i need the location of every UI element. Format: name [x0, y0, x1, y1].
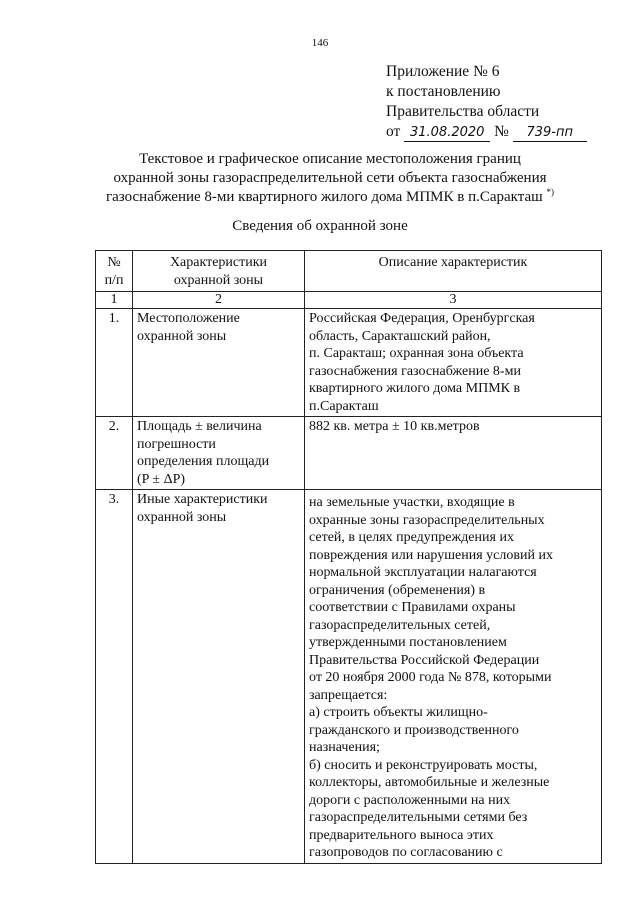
row-characteristic: [133, 309, 305, 417]
description-line: область, Саракташский район,: [309, 328, 491, 344]
description-line: газоснабжения газоснабжение 8-ми: [309, 363, 521, 379]
characteristic-line: охранной зоны: [137, 509, 227, 525]
row-number: 2.: [96, 417, 133, 490]
row-characteristic: [133, 417, 305, 490]
description-line: от 20 ноября 2000 года № 878, которыми: [309, 670, 552, 685]
characteristic-line: Иные характеристики: [137, 492, 268, 507]
description-line: Правительства Российской Федерации: [309, 652, 540, 668]
description-line: сетей, в целях предупреждения их: [309, 530, 514, 545]
handwritten-date: 31.08.2020: [404, 125, 490, 142]
characteristic-line: Местоположение: [137, 311, 240, 326]
appendix-block: [386, 62, 587, 142]
date-prefix: от: [386, 123, 401, 140]
column-index-1: 1: [96, 292, 133, 309]
description-line: п.Саракташ: [309, 398, 379, 414]
column-index-2: 2: [133, 292, 305, 309]
description-line: на земельные участки, входящие в: [309, 495, 515, 510]
header-name-line-1: Характеристики: [169, 255, 268, 270]
table-row: [96, 309, 602, 417]
page-number: 146: [311, 37, 329, 49]
header-name-line-2: охранной зоны: [173, 272, 264, 288]
row-description: [305, 309, 602, 417]
header-num-line-1: №: [107, 255, 121, 270]
description-line: дороги с расположенными на них: [309, 792, 511, 808]
table-header-row: [96, 251, 602, 292]
header-name: [133, 251, 305, 292]
description-line: ограничения (обременения) в: [309, 582, 486, 598]
section-subtitle: Сведения об охранной зоне: [232, 218, 408, 234]
column-index-3: 3: [305, 292, 602, 309]
characteristic-line: погрешности: [137, 436, 216, 452]
characteristic-line: охранной зоны: [137, 328, 227, 344]
table-row: [96, 490, 602, 864]
description-line: назначения;: [309, 740, 380, 755]
header-num: [96, 251, 133, 292]
table-row: [96, 417, 602, 490]
description-line: 882 кв. метра ± 10 кв.метров: [309, 419, 480, 434]
description-line: Российская Федерация, Оренбургская: [309, 311, 535, 326]
footnote-mark: *): [546, 187, 554, 197]
description-line: б) сносить и реконструировать мосты,: [309, 757, 538, 773]
description-line: квартирного жилого дома МПМК в: [309, 381, 521, 396]
appendix-line-3: Правительства области: [386, 103, 540, 120]
header-desc: Описание характеристик: [305, 251, 602, 292]
description-line: запрещается:: [309, 687, 388, 703]
row-number: 3.: [96, 490, 133, 864]
appendix-date-line: [386, 122, 587, 142]
document-title: [80, 150, 580, 207]
title-line-3-text: газоснабжение 8-ми квартирного жилого дома МПМК в п.Саракташ: [106, 189, 543, 205]
title-line-3: [80, 188, 580, 207]
row-description: [305, 417, 602, 490]
description-line: предварительного выноса этих: [309, 827, 494, 843]
appendix-line-2: к постановлению: [386, 83, 501, 100]
description-line: коллекторы, автомобильные и железные: [309, 775, 550, 790]
row-characteristic: [133, 490, 305, 864]
description-line: гражданского и производственного: [309, 722, 519, 738]
description-line: п. Саракташ; охранная зона объекта: [309, 346, 524, 361]
description-line: газораспределительными сетями без: [309, 810, 528, 825]
description-line: газораспределительных сетей,: [309, 617, 491, 633]
header-num-line-2: п/п: [104, 272, 124, 288]
characteristic-line: Площадь ± величина: [137, 419, 262, 434]
title-line-2: охранной зоны газораспределительной сети объекта газоснабжения: [113, 170, 547, 186]
title-line-1: Текстовое и графическое описание местоположения границ: [139, 151, 521, 167]
description-line: газопроводов по согласованию с: [309, 845, 503, 860]
row-number: 1.: [96, 309, 133, 417]
handwritten-number: 739-пп: [513, 125, 587, 142]
row-description: [305, 490, 602, 864]
characteristic-line: определения площади: [137, 454, 270, 469]
description-line: повреждения или нарушения условий их: [309, 547, 553, 563]
zone-info-table: [95, 250, 602, 864]
column-index-row: [96, 292, 602, 309]
description-line: а) строить объекты жилищно-: [309, 705, 488, 720]
description-line: нормальной эксплуатации налагаются: [309, 565, 537, 580]
description-line: утвержденными постановлением: [309, 635, 507, 650]
description-line: соответствии с Правилами охраны: [309, 600, 516, 615]
characteristic-line: (P ± ΔP): [137, 471, 186, 487]
number-sign: №: [494, 123, 509, 140]
description-line: охранные зоны газораспределительных: [309, 512, 545, 528]
appendix-line-1: Приложение № 6: [386, 63, 500, 80]
